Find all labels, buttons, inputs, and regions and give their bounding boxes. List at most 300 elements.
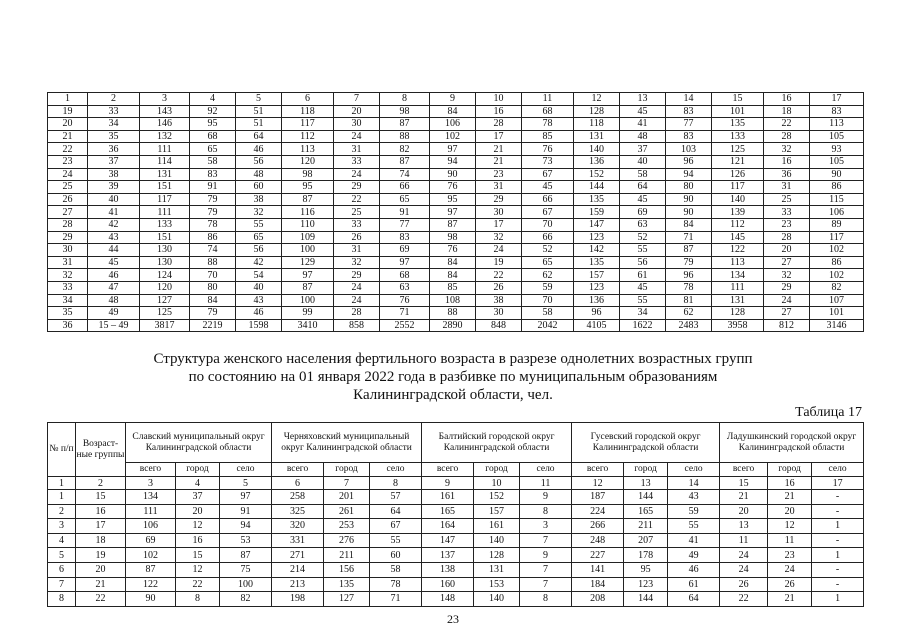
table-cell: 4 <box>190 93 236 106</box>
table-cell: 32 <box>764 269 810 282</box>
subheader-rural: село <box>812 463 864 477</box>
table-cell: 37 <box>88 155 140 168</box>
table-cell: 145 <box>712 231 764 244</box>
table-cell: 113 <box>810 118 864 131</box>
table-cell: 24 <box>334 130 380 143</box>
table-cell: 76 <box>380 294 430 307</box>
table-cell: 165 <box>624 504 668 519</box>
table-cell: 97 <box>430 143 476 156</box>
table-cell: 331 <box>272 533 324 548</box>
table-row <box>48 504 864 519</box>
table-cell: 22 <box>334 193 380 206</box>
table-cell: 123 <box>574 281 620 294</box>
table-cell: 31 <box>334 244 380 257</box>
subheader-rural: село <box>668 463 720 477</box>
table-cell: 134 <box>126 490 176 505</box>
table-cell: 65 <box>522 256 574 269</box>
table-cell: 32 <box>334 256 380 269</box>
table-cell: 15 – 49 <box>88 319 140 332</box>
table-cell: 91 <box>190 181 236 194</box>
table-cell: 22 <box>476 269 522 282</box>
table-row <box>48 231 864 244</box>
table-cell: 90 <box>126 592 176 607</box>
table-cell: 43 <box>668 490 720 505</box>
subheader-urban: город <box>324 463 370 477</box>
table-cell: 208 <box>572 592 624 607</box>
table-cell: 152 <box>574 168 620 181</box>
table-cell: 124 <box>140 269 190 282</box>
table-cell: 3410 <box>282 319 334 332</box>
table-cell: 113 <box>712 256 764 269</box>
table-cell: 90 <box>666 193 712 206</box>
table-cell: 7 <box>520 577 572 592</box>
table-cell: 38 <box>236 193 282 206</box>
table-cell: 53 <box>220 533 272 548</box>
table-cell: 112 <box>712 218 764 231</box>
table-cell: 3 <box>520 519 572 534</box>
table-cell: 17 <box>476 218 522 231</box>
table-row <box>48 218 864 231</box>
table-cell: 147 <box>422 533 474 548</box>
table-cell: 52 <box>620 231 666 244</box>
table-cell: 146 <box>140 118 190 131</box>
table-cell: 28 <box>48 218 88 231</box>
table-cell: 10 <box>476 93 522 106</box>
table-row <box>48 155 864 168</box>
table-cell: 95 <box>190 118 236 131</box>
header-group-gusev: Гусевский городской округ Калининградской области <box>572 423 720 463</box>
table-cell: 84 <box>430 256 476 269</box>
table-cell: 55 <box>620 294 666 307</box>
table-cell: 17 <box>476 130 522 143</box>
table-cell: 22 <box>176 577 220 592</box>
table-cell: 153 <box>474 577 520 592</box>
table-cell: 8 <box>370 477 422 490</box>
table-cell: 20 <box>334 105 380 118</box>
table-cell: 87 <box>380 155 430 168</box>
table-cell: 40 <box>620 155 666 168</box>
table-cell: 161 <box>474 519 520 534</box>
table-cell: 131 <box>712 294 764 307</box>
table-cell: 23 <box>48 155 88 168</box>
table-cell: 11 <box>768 533 812 548</box>
table-row <box>48 548 864 563</box>
table-cell: 26 <box>48 193 88 206</box>
table-cell: 117 <box>282 118 334 131</box>
table-cell: 123 <box>624 577 668 592</box>
table-cell: 261 <box>324 504 370 519</box>
table-cell: 87 <box>380 118 430 131</box>
table-cell: 227 <box>572 548 624 563</box>
table-cell: 34 <box>620 307 666 320</box>
table-cell: 13 <box>624 477 668 490</box>
table-cell: 17 <box>810 93 864 106</box>
table-cell: 12 <box>572 477 624 490</box>
header-group-baltiysk: Балтийский городской округ Калининградской области <box>422 423 572 463</box>
table-cell: 34 <box>88 118 140 131</box>
table-cell: 16 <box>176 533 220 548</box>
table-cell: 125 <box>712 143 764 156</box>
table-cell: 39 <box>88 181 140 194</box>
table-cell: 211 <box>324 548 370 563</box>
table-cell: 26 <box>476 281 522 294</box>
table-cell: 8 <box>176 592 220 607</box>
table-cell: 49 <box>668 548 720 563</box>
table-cell: 152 <box>474 490 520 505</box>
table-cell: 83 <box>190 168 236 181</box>
table-cell: 135 <box>574 256 620 269</box>
table-cell: 111 <box>140 143 190 156</box>
table-cell: 45 <box>620 105 666 118</box>
table-cell: 7 <box>520 533 572 548</box>
table-cell: 118 <box>574 118 620 131</box>
table-cell: 22 <box>764 118 810 131</box>
table-cell: 30 <box>48 244 88 257</box>
table-cell: 141 <box>572 562 624 577</box>
table-cell: 24 <box>48 168 88 181</box>
table-cell: 66 <box>522 231 574 244</box>
table-cell: 21 <box>476 143 522 156</box>
table-cell: 320 <box>272 519 324 534</box>
table-cell: 103 <box>666 143 712 156</box>
table-cell: 143 <box>140 105 190 118</box>
table-cell: 107 <box>810 294 864 307</box>
table-cell: 96 <box>666 269 712 282</box>
table-cell: 106 <box>810 206 864 219</box>
table-cell: 23 <box>768 548 812 563</box>
table-cell: 93 <box>810 143 864 156</box>
table-cell: 102 <box>810 269 864 282</box>
table-cell: 198 <box>272 592 324 607</box>
table-cell: 20 <box>764 244 810 257</box>
table-cell: 59 <box>522 281 574 294</box>
table-cell: 20 <box>176 504 220 519</box>
table-cell: 86 <box>810 181 864 194</box>
subheader-rural: село <box>520 463 572 477</box>
table-cell: 55 <box>370 533 422 548</box>
table-cell: 144 <box>624 490 668 505</box>
table-cell: 5 <box>236 93 282 106</box>
table-cell: 165 <box>422 504 474 519</box>
table-cell: 33 <box>88 105 140 118</box>
table-cell: 25 <box>48 181 88 194</box>
table-cell: 57 <box>370 490 422 505</box>
table-cell: 139 <box>712 206 764 219</box>
table-cell: 16 <box>476 105 522 118</box>
table-cell: 21 <box>768 490 812 505</box>
table-cell: 83 <box>666 105 712 118</box>
table-cell: 224 <box>572 504 624 519</box>
table-cell: 187 <box>572 490 624 505</box>
table-cell: 52 <box>522 244 574 257</box>
table-cell: 45 <box>88 256 140 269</box>
table-cell: 36 <box>88 143 140 156</box>
table-cell: 83 <box>810 105 864 118</box>
table-cell: 140 <box>474 592 520 607</box>
table-cell: 114 <box>140 155 190 168</box>
table-row <box>48 269 864 282</box>
table-cell: 87 <box>282 193 334 206</box>
table-cell: 22 <box>720 592 768 607</box>
table-cell: 55 <box>236 218 282 231</box>
table-cell: 70 <box>522 218 574 231</box>
table-cell: 2 <box>88 93 140 106</box>
table-cell: 122 <box>712 244 764 257</box>
table-cell: 35 <box>48 307 88 320</box>
table-cell: 64 <box>620 181 666 194</box>
table-cell: 131 <box>140 168 190 181</box>
table-cell: 4 <box>48 533 76 548</box>
table-cell: 78 <box>522 118 574 131</box>
table-cell: 23 <box>476 168 522 181</box>
table-cell: 144 <box>574 181 620 194</box>
table-cell: 1 <box>48 93 88 106</box>
table-cell: 51 <box>236 118 282 131</box>
table-cell: 184 <box>572 577 624 592</box>
header-group-chernyakhovsk: Черняховский муниципальный округ Калининградской области <box>272 423 422 463</box>
table-cell: 56 <box>236 244 282 257</box>
table-row <box>48 307 864 320</box>
table-cell: 61 <box>620 269 666 282</box>
table-cell: 58 <box>620 168 666 181</box>
table-cell: 266 <box>572 519 624 534</box>
table-cell: 94 <box>666 168 712 181</box>
table-cell: 3 <box>48 519 76 534</box>
table-cell: 144 <box>624 592 668 607</box>
table-cell: 1598 <box>236 319 282 332</box>
table-cell: 131 <box>474 562 520 577</box>
table-cell: 3146 <box>810 319 864 332</box>
table-cell: 7 <box>334 93 380 106</box>
table-cell: 55 <box>668 519 720 534</box>
table-cell: 157 <box>474 504 520 519</box>
table-cell: - <box>812 490 864 505</box>
subheader-rural: село <box>370 463 422 477</box>
table-cell: 106 <box>430 118 476 131</box>
table-cell: 67 <box>370 519 422 534</box>
table-cell: 138 <box>422 562 474 577</box>
table-cell: 27 <box>764 307 810 320</box>
table-cell: 49 <box>88 307 140 320</box>
table-cell: 27 <box>764 256 810 269</box>
table-cell: 129 <box>282 256 334 269</box>
table-cell: 76 <box>430 181 476 194</box>
table-row <box>48 105 864 118</box>
table-cell: - <box>812 577 864 592</box>
table-cell: 24 <box>334 168 380 181</box>
page-number: 23 <box>447 612 459 626</box>
table-cell: 125 <box>140 307 190 320</box>
table-cell: 64 <box>668 592 720 607</box>
subheader-total: всего <box>272 463 324 477</box>
table-cell: 44 <box>88 244 140 257</box>
table-cell: 98 <box>380 105 430 118</box>
subheader-total: всего <box>126 463 176 477</box>
table-cell: 25 <box>764 193 810 206</box>
table-cell: 22 <box>48 143 88 156</box>
table-cell: 78 <box>370 577 422 592</box>
table-cell: - <box>812 533 864 548</box>
table-cell: 140 <box>574 143 620 156</box>
table-cell: 61 <box>668 577 720 592</box>
table-cell: 29 <box>476 193 522 206</box>
table-cell: 123 <box>574 231 620 244</box>
table-cell: 85 <box>430 281 476 294</box>
table-cell: 109 <box>282 231 334 244</box>
table-cell: 33 <box>334 155 380 168</box>
table-cell: 117 <box>140 193 190 206</box>
table-cell: 30 <box>476 307 522 320</box>
table-cell: 97 <box>282 269 334 282</box>
table-cell: 29 <box>334 269 380 282</box>
table-cell: 26 <box>720 577 768 592</box>
table-cell: 89 <box>810 218 864 231</box>
table-number-label: Таблица 17 <box>795 405 862 420</box>
table-cell: 64 <box>370 504 422 519</box>
table-cell: 84 <box>430 269 476 282</box>
table-cell: 140 <box>712 193 764 206</box>
table-cell: 24 <box>720 562 768 577</box>
table-cell: 7 <box>520 562 572 577</box>
table-cell: 76 <box>430 244 476 257</box>
table-cell: 32 <box>48 269 88 282</box>
table-cell: 160 <box>422 577 474 592</box>
table-cell: 94 <box>220 519 272 534</box>
table-row <box>48 93 864 106</box>
table-cell: 117 <box>712 181 764 194</box>
table-cell: 87 <box>220 548 272 563</box>
table-cell: 164 <box>422 519 474 534</box>
table-cell: 4 <box>176 477 220 490</box>
table-cell: 74 <box>190 244 236 257</box>
table-cell: 76 <box>522 143 574 156</box>
table-cell: 56 <box>620 256 666 269</box>
table-cell: 2552 <box>380 319 430 332</box>
table-cell: 77 <box>666 118 712 131</box>
table-cell: 213 <box>272 577 324 592</box>
table-cell: 21 <box>476 155 522 168</box>
table-cell: 55 <box>620 244 666 257</box>
table-cell: 1 <box>48 490 76 505</box>
table-row <box>48 181 864 194</box>
table-cell: 15 <box>76 490 126 505</box>
table-cell: 6 <box>272 477 324 490</box>
table-cell: 84 <box>666 218 712 231</box>
table-cell: 75 <box>220 562 272 577</box>
table-cell: 9 <box>520 490 572 505</box>
table-cell: 56 <box>236 155 282 168</box>
table-cell: 30 <box>334 118 380 131</box>
table-cell: 48 <box>236 168 282 181</box>
table-cell: 20 <box>720 504 768 519</box>
table-cell: 90 <box>666 206 712 219</box>
table-row <box>48 244 864 257</box>
table-row <box>48 118 864 131</box>
table-cell: 136 <box>574 294 620 307</box>
table-cell: 276 <box>324 533 370 548</box>
table-cell: 45 <box>620 281 666 294</box>
subheader-urban: город <box>768 463 812 477</box>
header-age-groups: Возраст-ные группы <box>76 423 126 477</box>
table-cell: 9 <box>430 93 476 106</box>
table-cell: 47 <box>88 281 140 294</box>
table-cell: 151 <box>140 231 190 244</box>
table-row <box>48 206 864 219</box>
subheader-urban: город <box>176 463 220 477</box>
table-cell: 13 <box>620 93 666 106</box>
table-cell: 87 <box>282 281 334 294</box>
table-row <box>48 168 864 181</box>
table-cell: 4105 <box>574 319 620 332</box>
table-cell: 156 <box>324 562 370 577</box>
table-cell: 21 <box>48 130 88 143</box>
table-cell: 58 <box>190 155 236 168</box>
table-cell: 97 <box>380 256 430 269</box>
table-cell: 24 <box>764 294 810 307</box>
table-cell: 81 <box>666 294 712 307</box>
table-cell: 90 <box>430 168 476 181</box>
table-cell: 36 <box>48 319 88 332</box>
table-row <box>48 256 864 269</box>
table-cell: 71 <box>380 307 430 320</box>
table-cell: 98 <box>430 231 476 244</box>
table-cell: 28 <box>764 130 810 143</box>
table-cell: 69 <box>126 533 176 548</box>
table-cell: 31 <box>334 143 380 156</box>
table-cell: 118 <box>282 105 334 118</box>
table-cell: 87 <box>666 244 712 257</box>
table-cell: 133 <box>140 218 190 231</box>
table-cell: 79 <box>666 256 712 269</box>
table-cell: 14 <box>668 477 720 490</box>
header-group-slavsk: Славский муниципальный округ Калининградской области <box>126 423 272 463</box>
table-cell: 51 <box>236 105 282 118</box>
table-cell: 62 <box>666 307 712 320</box>
table-cell: 126 <box>712 168 764 181</box>
table-cell: 69 <box>620 206 666 219</box>
table-cell: 48 <box>88 294 140 307</box>
table-cell: 87 <box>430 218 476 231</box>
table-cell: 63 <box>620 218 666 231</box>
table-cell: 19 <box>476 256 522 269</box>
table-cell: 70 <box>190 269 236 282</box>
table-cell: 9 <box>422 477 474 490</box>
table-cell: 325 <box>272 504 324 519</box>
subheader-urban: город <box>474 463 520 477</box>
table-cell: 70 <box>522 294 574 307</box>
table-cell: 18 <box>764 105 810 118</box>
table-cell: 207 <box>624 533 668 548</box>
table-cell: 11 <box>520 477 572 490</box>
table-cell: 90 <box>810 168 864 181</box>
table-cell: - <box>812 562 864 577</box>
table-cell: 148 <box>422 592 474 607</box>
table-cell: 3958 <box>712 319 764 332</box>
table-cell: 16 <box>76 504 126 519</box>
table-cell: 48 <box>620 130 666 143</box>
table-cell: 16 <box>768 477 812 490</box>
table-cell: 211 <box>624 519 668 534</box>
table-cell: 60 <box>236 181 282 194</box>
table-cell: 8 <box>520 504 572 519</box>
table-cell: 98 <box>282 168 334 181</box>
table-cell: 100 <box>282 294 334 307</box>
table-cell: 201 <box>324 490 370 505</box>
table-cell: 32 <box>764 143 810 156</box>
table-cell: 71 <box>370 592 422 607</box>
table-cell: 68 <box>522 105 574 118</box>
table-cell: 28 <box>764 231 810 244</box>
